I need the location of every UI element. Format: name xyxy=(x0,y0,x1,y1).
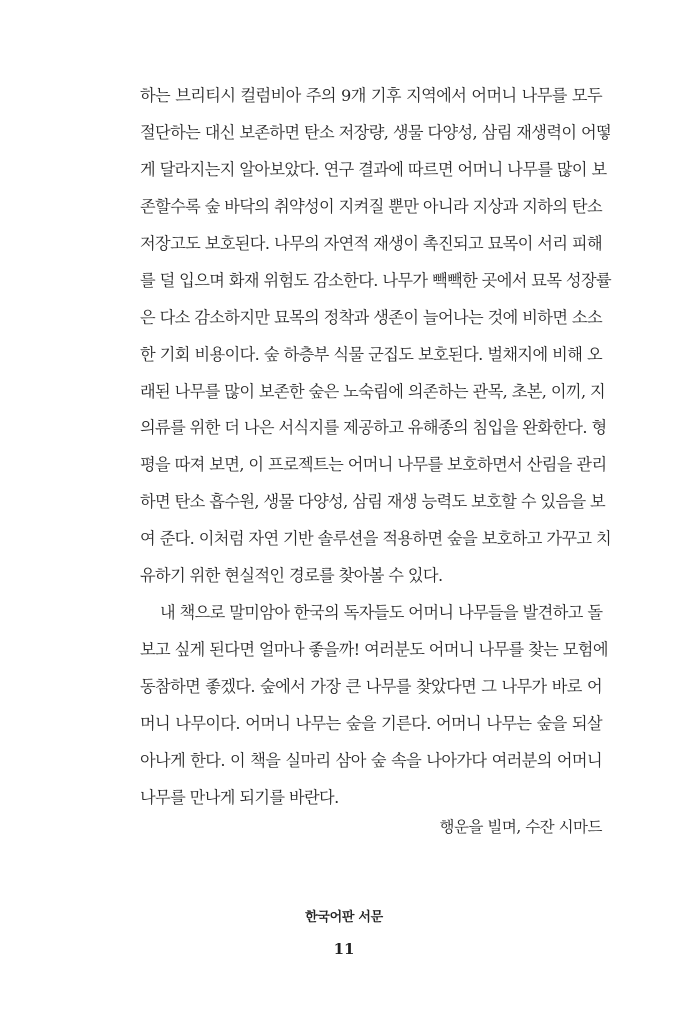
body-text xyxy=(140,78,612,817)
text-line-paragraph-end: 유하기 위한 현실적인 경로를 찾아볼 수 있다. xyxy=(140,566,443,586)
text-line: 래된 나무를 많이 보존한 숲은 노숙림에 의존하는 관목, 초본, 이끼, 지 xyxy=(140,381,606,401)
text-line: 여 준다. 이처럼 자연 기반 솔루션을 적용하면 숲을 보호하고 가꾸고 치 xyxy=(140,529,612,549)
text-line: 보고 싶게 된다면 얼마나 좋을까! 여러분도 어머니 나무를 찾는 모험에 xyxy=(140,640,608,660)
text-line: 동참하면 좋겠다. 숲에서 가장 큰 나무를 찾았다면 그 나무가 바로 어 xyxy=(140,677,602,696)
text-line: 저장고도 보호된다. 나무의 자연적 재생이 촉진되고 묘목이 서리 피해 xyxy=(140,233,602,253)
text-line-paragraph-end: 나무를 만나게 되기를 바란다. xyxy=(140,787,339,807)
author-signature: 행운을 빌며, 수잔 시마드 xyxy=(439,818,602,836)
text-line: 하는 브리티시 컬럼비아 주의 9개 기후 지역에서 어머니 나무를 모두 xyxy=(140,86,602,105)
page-number: 11 xyxy=(333,940,355,958)
text-line: 하면 탄소 흡수원, 생물 다양성, 삼림 재생 능력도 보호할 수 있음을 보 xyxy=(140,492,606,512)
text-line: 은 다소 감소하지만 묘목의 정착과 생존이 늘어나는 것에 비하면 소소 xyxy=(140,307,602,327)
running-footer-title: 한국어판 서문 xyxy=(305,910,383,925)
text-line: 존할수록 숲 바닥의 취약성이 지켜질 뿐만 아니라 지상과 지하의 탄소 xyxy=(140,196,602,216)
text-line: 를 덜 입으며 화재 위험도 감소한다. 나무가 빽빽한 곳에서 묘목 성장률 xyxy=(140,270,612,290)
text-line: 한 기회 비용이다. 숲 하층부 식물 군집도 보호된다. 벌채지에 비해 오 xyxy=(140,344,602,364)
text-line-paragraph-start: 내 책으로 말미암아 한국의 독자들도 어머니 나무들을 발견하고 돌 xyxy=(160,603,603,623)
text-line: 머니 나무이다. 어머니 나무는 숲을 기른다. 어머니 나무는 숲을 되살 xyxy=(140,713,602,733)
text-line: 절단하는 대신 보존하면 탄소 저장량, 생물 다양성, 삼림 재생력이 어떻 xyxy=(140,122,612,142)
text-line: 의류를 위한 더 나은 서식지를 제공하고 유해종의 침입을 완화한다. 형 xyxy=(140,418,607,438)
text-line: 아나게 한다. 이 책을 실마리 삼아 숲 속을 나아가다 여러분의 어머니 xyxy=(140,750,602,770)
text-line: 게 달라지는지 알아보았다. 연구 결과에 따르면 어머니 나무를 많이 보 xyxy=(140,159,607,179)
text-line: 평을 따져 보면, 이 프로젝트는 어머니 나무를 보호하면서 산림을 관리 xyxy=(140,455,607,475)
